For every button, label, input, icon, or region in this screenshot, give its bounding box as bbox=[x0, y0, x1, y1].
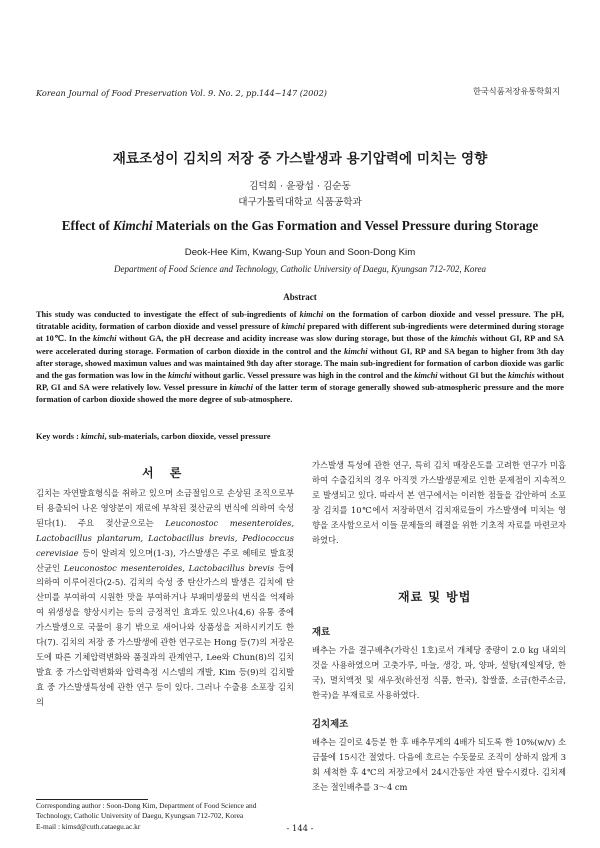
abstract-text: prepared with different sub-ingredients were determined during storage at 10℃. In the bbox=[36, 322, 564, 344]
abstract-term: kimchi bbox=[93, 334, 117, 344]
abstract-term: kimchis bbox=[450, 334, 478, 344]
journal-header: Korean Journal of Food Preservation Vol. 9. No. 2, pp.144~147 (2002) bbox=[36, 88, 327, 98]
materials-text: 배추는 가을 결구배추(가락신 1호)로서 개체당 중량이 2.0 kg 내외의 것을 사용하였으며 고춧가루, 마늘, 생강, 파, 양파, 설탕(제일제당, 한국), 멸치액젓 및 새우젓(하선정 식품, 한국), 찹쌀풀, 소금(한주소금, 한국)을 부재료로 사용하였다. bbox=[312, 645, 566, 700]
keyword-kimchi: kimchi bbox=[80, 432, 105, 441]
title-part: Materials on the Gas Formation and Vessel Pressure during Storage bbox=[152, 218, 539, 233]
page-number: - 144 - bbox=[286, 823, 314, 833]
abstract-text: without GA, the pH decrease and acidity increase was slow during storage, but those of the bbox=[116, 334, 451, 344]
abstract-text: without garlic. Vessel pressure was high in the control and the bbox=[191, 371, 415, 381]
english-title bbox=[0, 218, 600, 234]
korean-affiliation: 대구가톨릭대학교 식품공학과 bbox=[238, 197, 362, 208]
keywords-rest: , sub-materials, carbon dioxide, vessel pressure bbox=[104, 432, 271, 441]
english-affiliation: Department of Food Science and Technology, Catholic University of Daegu, Kyungsan 712-702, Korea bbox=[113, 264, 487, 274]
title-kimchi: Kimchi bbox=[113, 218, 153, 233]
intro-heading: 서 론 bbox=[142, 466, 188, 480]
abstract-term: kimchi bbox=[344, 346, 368, 356]
abstract-text: This study was conducted to investigate the effect of sub-ingredients of bbox=[36, 310, 300, 319]
abstract-term: kimchi bbox=[229, 383, 253, 393]
keywords bbox=[36, 432, 564, 441]
abstract-text: without GI, RP and SA began to higher from 3th day after storage, showed maximun values and was maintained 9th day after storage. The main sub-ingredient for formation of carbon dioxide was garlic and the gas formation was low in the bbox=[36, 346, 564, 381]
korean-title: 재료조성이 김치의 저장 중 가스발생과 용기압력에 미치는 영향 bbox=[112, 151, 488, 167]
intro-text: 등이 알려져 있으며(1-3), 가스발생은 주로 헤테로 발효젖산균인 bbox=[36, 547, 294, 573]
abstract-text: without RP, GI and SA were relatively low. Vessel pressure in bbox=[36, 371, 564, 393]
abstract-text: without GI but the bbox=[437, 371, 508, 381]
title-part: Effect of bbox=[61, 218, 114, 233]
intro-text-col1 bbox=[36, 486, 294, 710]
methods-heading: 재료 및 방법 bbox=[398, 590, 472, 604]
species-names: Leuconostoc mesenteroides, Lactobacillus plantarum, Lactobacillus brevis, Pediococcus cerevisiae bbox=[36, 517, 294, 558]
materials-subheading: 재료 bbox=[312, 627, 331, 638]
abstract-heading: Abstract bbox=[283, 292, 317, 302]
abstract-text: without GI, RP and SA were accelerated during storage. Formation of carbon dioxide in the control and the bbox=[36, 334, 564, 356]
intro-text: 등에 의하여 이루어진다(2-5). 김치의 숙성 중 탄산가스의 발생은 김치에 탄산미를 부여하여 시원한 맛을 부여하거나 부패미생물의 번식을 억제하여 위생성을 향상시키는 등의 긍정적인 효과도 있으나(4,6) 유통 중에 가스발생으로 국물이 용기 밖으로 새어나와 상품성을 저하시키기도 한다(7). 김치의 저장 중 가스발생에 관한 연구로는 Hong 등(7)의 저장온도에 따른 기체압력변화와 품질과의 관계연구, Lee와 Chun(8)의 김치발효 중 가스압력변화와 압력측정 시스템의 개발, Kim 등(9)의 김치발효 중 가스발생특성에 관한 연구 등이 있다. 그러나 수출용 소포장 김치의 bbox=[36, 562, 294, 707]
kimchi-prep-text: 배추는 길이로 4등분 한 후 배추무게의 4배가 되도록 한 10%(w/v) 소금물에 15시간 절였다. 다음에 흐르는 수돗물로 조직이 상하지 않게 3회 세척한 후 4℃의 저장고에서 24시간동안 자연 탈수시켰다. 김치제조는 절인배추를 3～4 cm bbox=[312, 737, 566, 792]
keywords-label: Key words : bbox=[36, 432, 81, 441]
corresponding-author: Corresponding author : Soon-Dong Kim, Department of Food Science and Technology, Catholic University of Daegu, Kyungsan 712-702, Korea bbox=[36, 801, 257, 821]
species-names: Leuconostoc mesenteroides, Lactobacillus brevis bbox=[63, 562, 275, 573]
english-authors: Deok-Hee Kim, Kwang-Sup Youn and Soon-Dong Kim bbox=[184, 247, 416, 258]
intro-text-col2: 가스발생 특성에 관한 연구, 특히 김치 매장온도를 고려한 연구가 미흡하여 수출김치의 경우 아직껏 가스발생문제로 인한 문제점이 지속적으로 발생되고 있다. 따라서 본 연구에서는 이러한 점들을 감안하여 소포장 김치를 10℃에서 저장하면서 김치재료들이 가스발생에 미치는 영향을 조사함으로서 이들 문제들의 해결을 위한 기초적 자료를 마련코자 하였다. bbox=[312, 460, 566, 545]
society-header: 한국식품저장유통학회지 bbox=[472, 86, 560, 96]
abstract-term: kimchi bbox=[281, 322, 305, 332]
abstract-term: kimchi bbox=[167, 371, 192, 381]
intro-text: 김치는 자연발효형식을 취하고 있으며 소금절임으로 손상된 조직으로부터 용출되어 나온 영양분이 재료에 부착된 젖산균의 번식에 의하여 숙성된다(1). 주요 젖산균으로는 bbox=[36, 488, 294, 528]
kimchi-prep-subheading: 김치제조 bbox=[312, 719, 349, 730]
abstract-term: kimchi bbox=[414, 371, 438, 381]
abstract-term: kimchi bbox=[299, 310, 324, 319]
abstract-term: kimchis bbox=[507, 371, 535, 381]
abstract-text: of the latter term of storage generally showed sub-atmospheric pressure and the more formation of carbon dioxide showed the more degree of sub-atmosphere. bbox=[36, 383, 564, 405]
abstract-text: on the formation of carbon dioxide and vessel pressure. The pH, titratable acidity, formation of carbon dioxide and vessel pressure of bbox=[36, 310, 564, 332]
korean-authors: 김덕희 · 윤광섭 · 김순동 bbox=[249, 181, 351, 192]
footnote-rule bbox=[36, 799, 148, 800]
abstract-body bbox=[36, 309, 564, 407]
email: E-mail : kimsd@cuth.cataegu.ac.kr bbox=[36, 821, 141, 831]
